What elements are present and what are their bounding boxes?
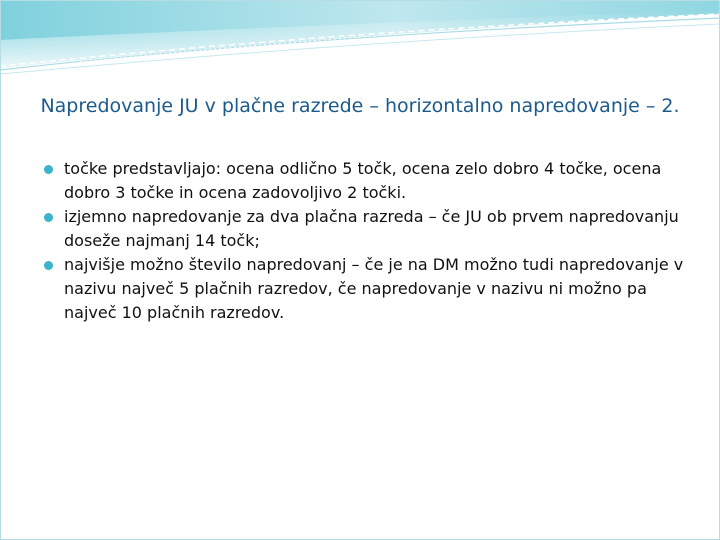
bullet-text: izjemno napredovanje za dva plačna razreda – če JU ob prvem napredovanju doseže najmanj 14 točk; bbox=[64, 207, 679, 250]
bullet-text: točke predstavljajo: ocena odlično 5 točk, ocena zelo dobro 4 točke, ocena dobro 3 točke in ocena zadovoljivo 2 točki. bbox=[64, 159, 662, 202]
bullet-item bbox=[42, 205, 692, 253]
bullet-text: najvišje možno število napredovanj – če je na DM možno tudi napredovanje v nazivu največ 5 plačnih razredov, če napredovanje v nazivu ni možno pa največ 10 plačnih razredov. bbox=[64, 255, 684, 322]
bullet-dot-icon bbox=[44, 261, 53, 270]
bullet-item bbox=[42, 253, 692, 325]
bullet-list bbox=[42, 157, 692, 325]
slide-title: Napredovanje JU v plačne razrede – horizontalno napredovanje – 2. bbox=[40, 95, 680, 117]
bullet-item bbox=[42, 157, 692, 205]
bullet-dot-icon bbox=[44, 213, 53, 222]
bullet-dot-icon bbox=[44, 165, 53, 174]
